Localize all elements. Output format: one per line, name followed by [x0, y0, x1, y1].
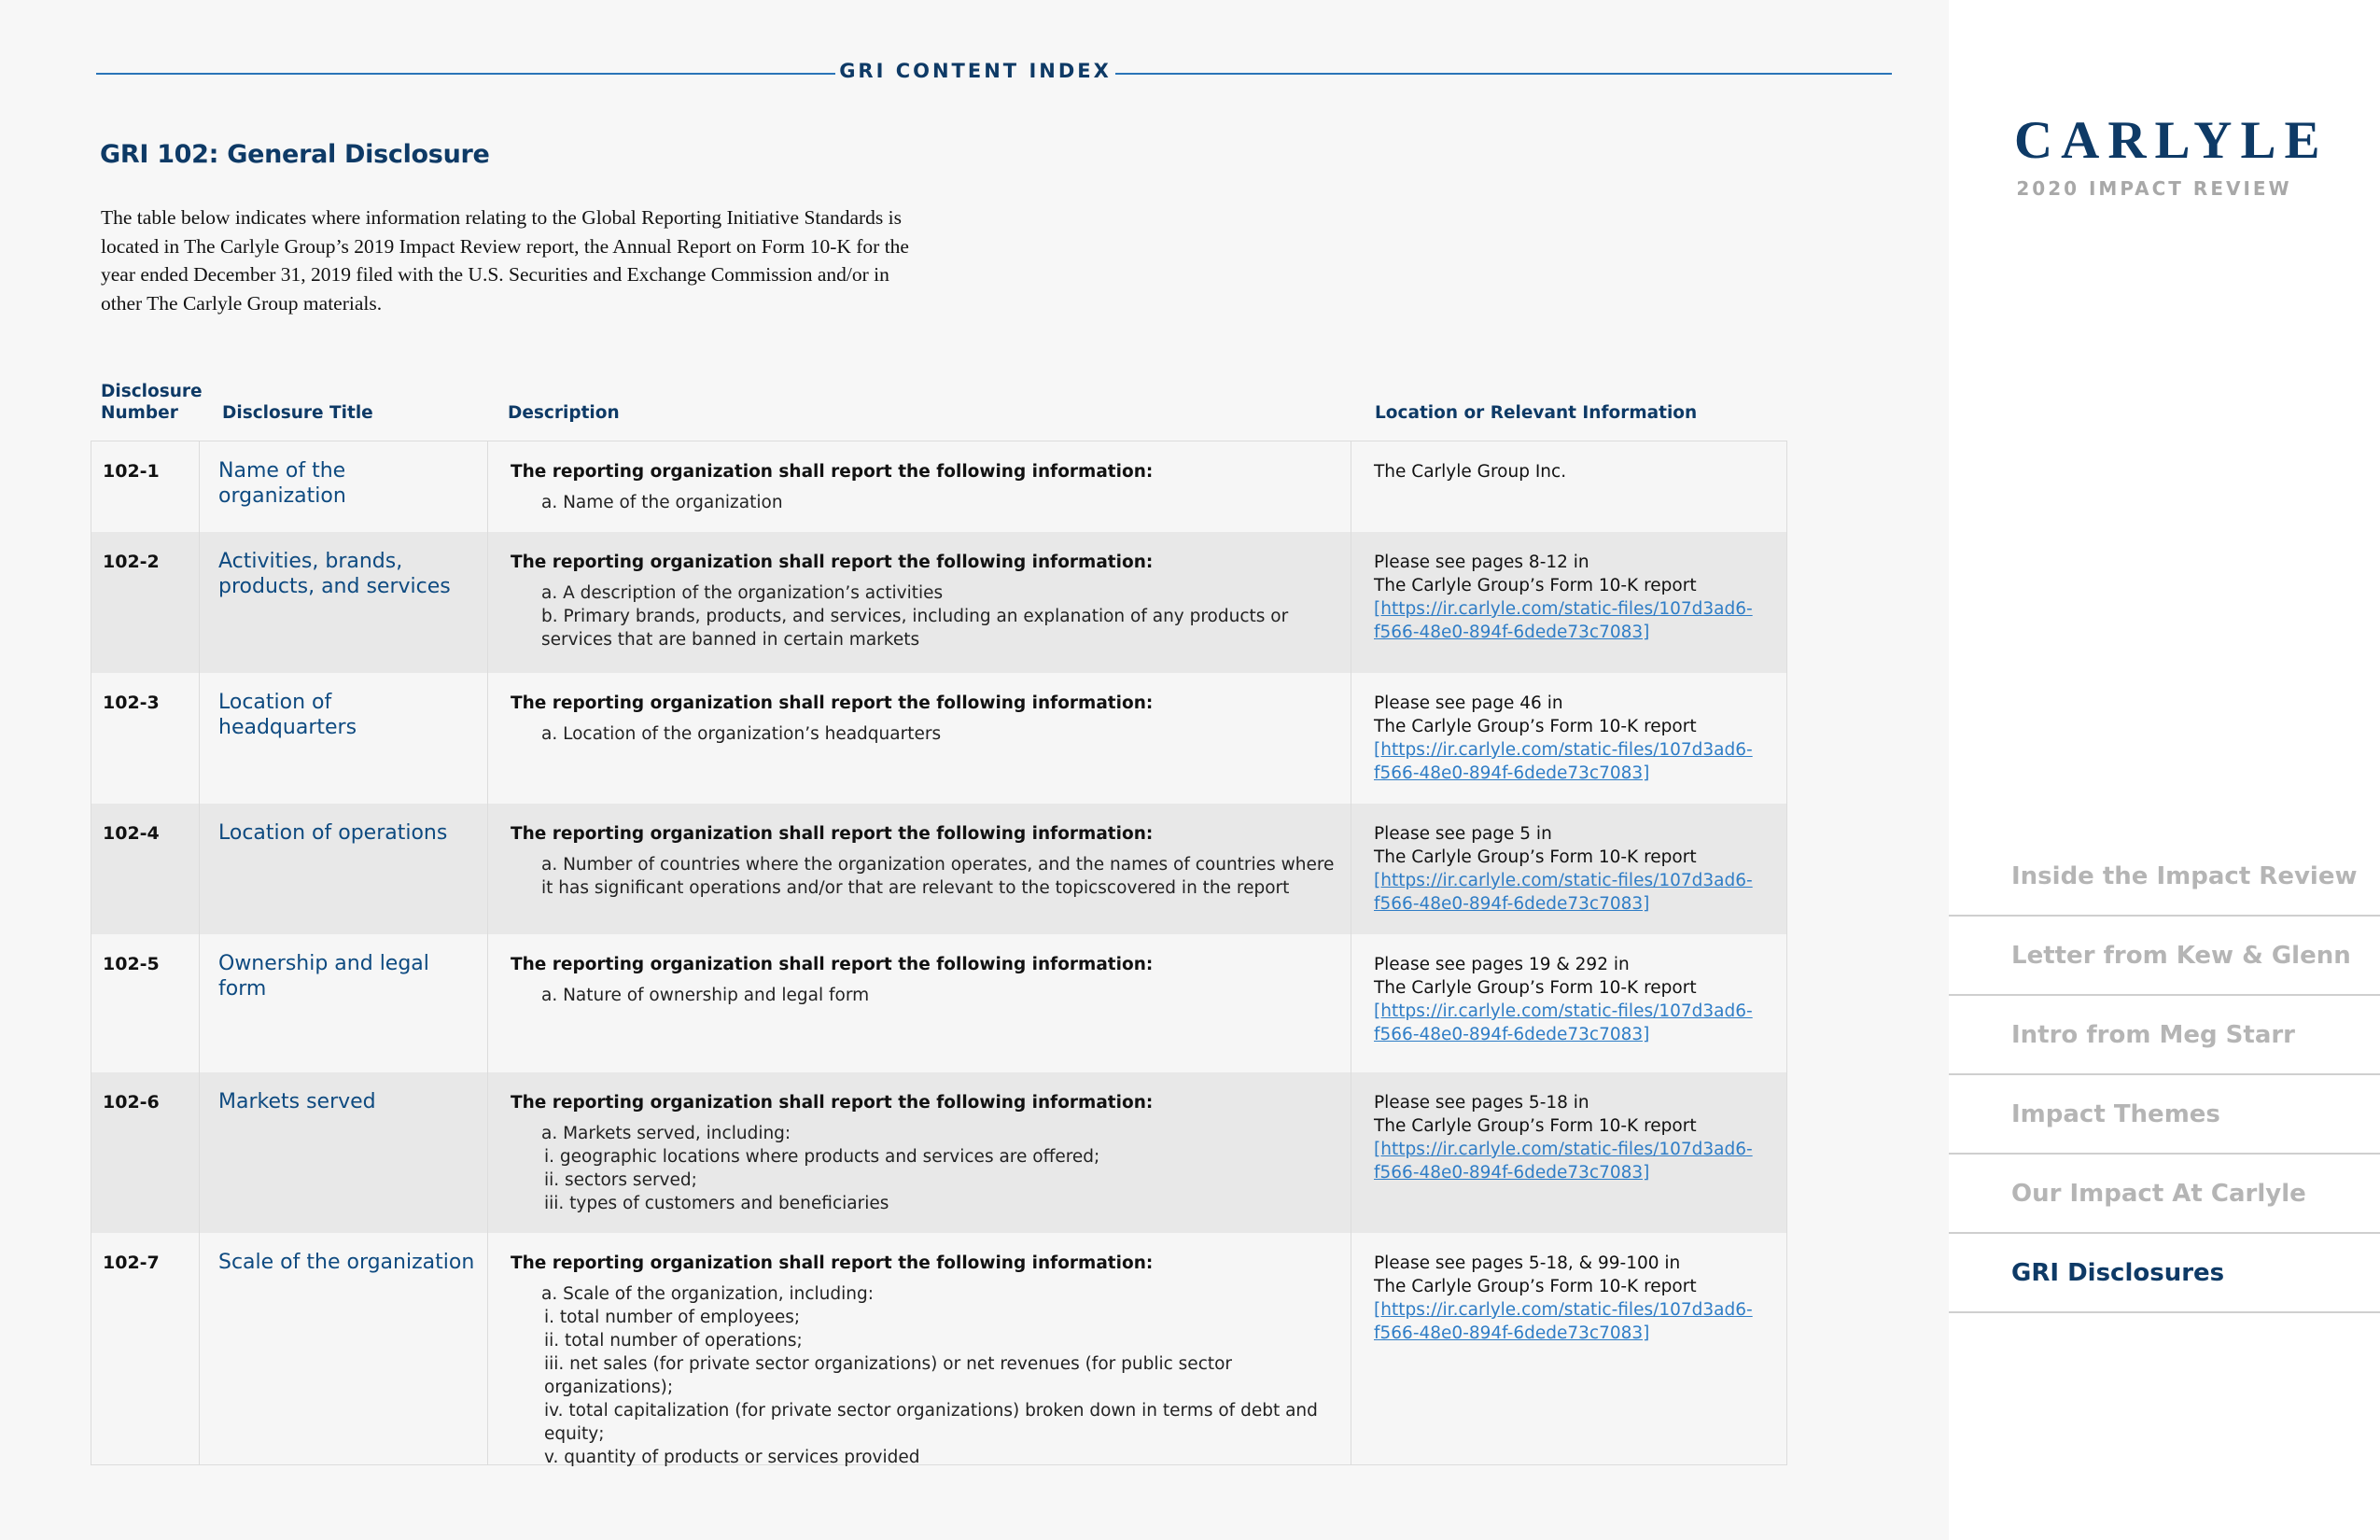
- disclosure-title: Ownership and legal form: [200, 934, 488, 1072]
- description-lead: The reporting organization shall report the following information:: [511, 462, 1154, 482]
- location-pages: Please see pages 8-12 in: [1374, 553, 1589, 572]
- location-pages: Please see pages 5-18, & 99-100 in: [1374, 1253, 1681, 1273]
- page-title: GRI 102: General Disclosure: [100, 140, 490, 169]
- location-pages: Please see page 5 in: [1374, 824, 1552, 844]
- disclosure-number: 102-3: [91, 673, 200, 804]
- description-lead: The reporting organization shall report the following information:: [511, 1253, 1154, 1273]
- disclosure-title: Activities, brands, products, and services: [200, 532, 488, 673]
- table-row: [91, 1072, 1786, 1233]
- location-link[interactable]: [https://ir.carlyle.com/static-files/107d3ad6-f566-48e0-894f-6dede73c7083]: [1374, 1001, 1753, 1044]
- column-header-description: Description: [508, 403, 620, 423]
- description-lead: The reporting organization shall report the following information:: [511, 693, 1154, 713]
- description-subitem: v. quantity of products or services provided: [544, 1448, 920, 1467]
- disclosure-number: 102-7: [91, 1233, 200, 1464]
- description-item: a. Nature of ownership and legal form: [541, 986, 870, 1005]
- description-item: b. Primary brands, products, and services, including an explanation of any products or services that are banned in certain markets: [541, 607, 1289, 650]
- column-header-number-line1: Disclosure: [101, 382, 203, 401]
- disclosure-number: 102-4: [91, 804, 200, 934]
- location-link[interactable]: [https://ir.carlyle.com/static-files/107d3ad6-f566-48e0-894f-6dede73c7083]: [1374, 1140, 1753, 1183]
- location-pages: The Carlyle Group Inc.: [1374, 462, 1567, 482]
- location-report: The Carlyle Group’s Form 10-K report: [1374, 576, 1697, 595]
- table-row: [91, 441, 1786, 532]
- location-report: The Carlyle Group’s Form 10-K report: [1374, 978, 1697, 998]
- report-subtitle: 2020 IMPACT REVIEW: [2016, 177, 2292, 200]
- disclosure-title: Location of headquarters: [200, 673, 488, 804]
- disclosure-title: Name of the organization: [200, 441, 488, 532]
- header-rule-right: [1115, 73, 1892, 75]
- description-lead: The reporting organization shall report the following information:: [511, 1093, 1154, 1113]
- disclosure-description: [488, 934, 1351, 1072]
- description-subitem: iv. total capitalization (for private sector organizations) broken down in terms of debt and equity;: [544, 1401, 1318, 1444]
- column-header-number-line2: Number: [101, 403, 178, 423]
- location-info: [1351, 532, 1786, 673]
- table-row: [91, 934, 1786, 1072]
- sidebar-item-gri-disclosures[interactable]: GRI Disclosures: [1949, 1234, 2380, 1313]
- column-header-location: Location or Relevant Information: [1375, 403, 1698, 423]
- sidebar-item-our-impact-at-carlyle[interactable]: Our Impact At Carlyle: [1949, 1155, 2380, 1234]
- table-row: [91, 804, 1786, 934]
- carlyle-logo[interactable]: CARLYLE: [2014, 111, 2329, 170]
- section-header: GRI CONTENT INDEX: [839, 60, 1112, 82]
- disclosure-number: 102-6: [91, 1072, 200, 1233]
- disclosure-number: 102-2: [91, 532, 200, 673]
- disclosure-number: 102-1: [91, 441, 200, 532]
- location-link[interactable]: [https://ir.carlyle.com/static-files/107d3ad6-f566-48e0-894f-6dede73c7083]: [1374, 740, 1753, 783]
- description-item: a. Markets served, including:: [541, 1124, 791, 1143]
- disclosure-description: [488, 1072, 1351, 1233]
- description-item: a. A description of the organization’s activities: [541, 583, 944, 603]
- location-link[interactable]: [https://ir.carlyle.com/static-files/107d3ad6-f566-48e0-894f-6dede73c7083]: [1374, 871, 1753, 914]
- sidebar-item-letter-from-kew-glenn[interactable]: Letter from Kew & Glenn: [1949, 917, 2380, 996]
- table-row: [91, 532, 1786, 673]
- location-link[interactable]: [https://ir.carlyle.com/static-files/107d3ad6-f566-48e0-894f-6dede73c7083]: [1374, 1300, 1753, 1343]
- location-report: The Carlyle Group’s Form 10-K report: [1374, 717, 1697, 736]
- location-info: [1351, 1072, 1786, 1233]
- disclosure-title: Scale of the organization: [200, 1233, 488, 1464]
- disclosure-description: [488, 532, 1351, 673]
- location-pages: Please see pages 19 & 292 in: [1374, 955, 1630, 974]
- disclosure-description: [488, 804, 1351, 934]
- sidebar-nav: [1949, 837, 2380, 1313]
- disclosure-description: [488, 441, 1351, 532]
- location-report: The Carlyle Group’s Form 10-K report: [1374, 847, 1697, 867]
- description-item: a. Scale of the organization, including:: [541, 1284, 874, 1304]
- description-item: a. Name of the organization: [541, 493, 783, 512]
- table-row: [91, 673, 1786, 804]
- location-report: The Carlyle Group’s Form 10-K report: [1374, 1277, 1697, 1296]
- sidebar-item-impact-themes[interactable]: Impact Themes: [1949, 1075, 2380, 1155]
- description-subitem: iii. net sales (for private sector organizations) or net revenues (for public sector organizations);: [544, 1354, 1233, 1397]
- column-header-number: [101, 381, 203, 424]
- description-lead: The reporting organization shall report the following information:: [511, 553, 1154, 572]
- header-rule-left: [96, 73, 835, 75]
- location-info: [1351, 934, 1786, 1072]
- description-subitem: i. geographic locations where products and services are offered;: [544, 1147, 1100, 1167]
- description-subitem: i. total number of employees;: [544, 1308, 801, 1327]
- location-info: [1351, 804, 1786, 934]
- disclosure-description: [488, 1233, 1351, 1467]
- intro-paragraph: The table below indicates where information relating to the Global Reporting Initiative Standards is located in The Carlyle Group’s 2019 Impact Review report, the Annual Report on Form 10-K for the year ended December 31, 2019 filed with the U.S. Securities and Exchange Commission and/or in other The Carlyle Group materials.: [101, 206, 909, 315]
- table-row: [91, 1233, 1786, 1467]
- description-item: a. Location of the organization’s headquarters: [541, 724, 942, 744]
- location-pages: Please see page 46 in: [1374, 693, 1563, 713]
- disclosure-title: Location of operations: [200, 804, 488, 934]
- location-info: [1351, 441, 1786, 532]
- location-link[interactable]: [https://ir.carlyle.com/static-files/107d3ad6-f566-48e0-894f-6dede73c7083]: [1374, 599, 1753, 642]
- description-item: a. Number of countries where the organization operates, and the names of countries where it has significant operations and/or that are relevant to the topicscovered in the report: [541, 855, 1335, 898]
- sidebar-item-intro-from-meg-starr[interactable]: Intro from Meg Starr: [1949, 996, 2380, 1075]
- disclosure-description: [488, 673, 1351, 804]
- sidebar-item-inside-the-impact-review[interactable]: Inside the Impact Review: [1949, 837, 2380, 917]
- description-subitem: ii. total number of operations;: [544, 1331, 803, 1351]
- description-lead: The reporting organization shall report the following information:: [511, 824, 1154, 844]
- disclosure-title: Markets served: [200, 1072, 488, 1233]
- location-pages: Please see pages 5-18 in: [1374, 1093, 1589, 1113]
- location-info: [1351, 1233, 1786, 1464]
- location-info: [1351, 673, 1786, 804]
- description-subitem: ii. sectors served;: [544, 1170, 697, 1190]
- location-report: The Carlyle Group’s Form 10-K report: [1374, 1116, 1697, 1136]
- description-subitem: iii. types of customers and beneficiaries: [544, 1194, 889, 1213]
- disclosure-table: [91, 441, 1787, 1465]
- description-lead: The reporting organization shall report the following information:: [511, 955, 1154, 974]
- disclosure-number: 102-5: [91, 934, 200, 1072]
- column-header-title: Disclosure Title: [222, 403, 373, 423]
